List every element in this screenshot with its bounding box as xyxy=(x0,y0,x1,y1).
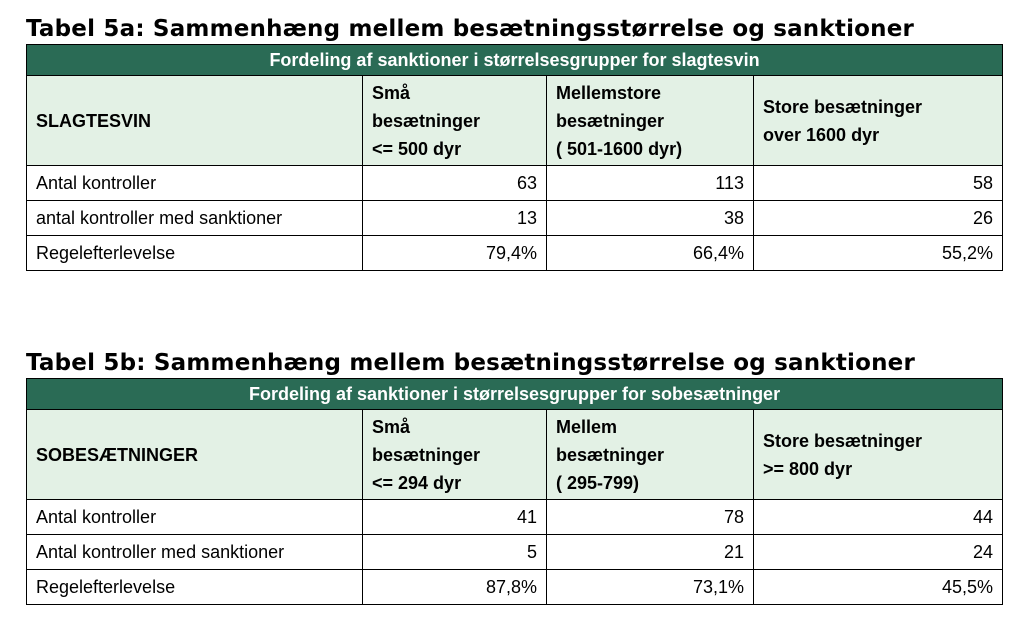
col-header-line: ( 295-799) xyxy=(556,472,640,493)
cell: 38 xyxy=(547,201,754,236)
col-header-line: besætninger xyxy=(556,110,665,131)
table-5a-banner: Fordeling af sanktioner i størrelsesgrupper for slagtesvin xyxy=(27,45,1003,76)
table-row xyxy=(27,500,1003,535)
cell: 58 xyxy=(754,166,1003,201)
cell: 21 xyxy=(547,535,754,570)
cell: 79,4% xyxy=(363,236,547,271)
cell: 73,1% xyxy=(547,570,754,605)
col-header-line: ( 501-1600 dyr) xyxy=(556,138,683,159)
table-5a-row-header: SLAGTESVIN xyxy=(27,76,363,166)
row-label: Regelefterlevelse xyxy=(27,236,363,271)
table-5b xyxy=(26,378,1003,605)
table-5b-block xyxy=(26,348,1002,605)
cell: 45,5% xyxy=(754,570,1003,605)
table-5b-col-header-1 xyxy=(363,410,547,500)
row-label: Antal kontroller med sanktioner xyxy=(27,535,363,570)
col-header-line: besætninger xyxy=(372,110,481,131)
col-header-line: over 1600 dyr xyxy=(763,124,880,145)
cell: 26 xyxy=(754,201,1003,236)
table-row xyxy=(27,201,1003,236)
table-5a-block xyxy=(26,14,1002,271)
col-header-line: Mellem xyxy=(556,416,618,437)
col-header-line: Små xyxy=(372,82,411,103)
row-label: antal kontroller med sanktioner xyxy=(27,201,363,236)
table-5a-col-header-1 xyxy=(363,76,547,166)
cell: 44 xyxy=(754,500,1003,535)
table-row xyxy=(27,535,1003,570)
table-5a-title: Tabel 5a: Sammenhæng mellem besætningsstørrelse og sanktioner xyxy=(26,16,915,42)
col-header-line: Små xyxy=(372,416,411,437)
cell: 66,4% xyxy=(547,236,754,271)
cell: 113 xyxy=(547,166,754,201)
table-5b-title: Tabel 5b: Sammenhæng mellem besætningsstørrelse og sanktioner xyxy=(26,350,916,376)
table-5b-col-header-2 xyxy=(547,410,754,500)
cell: 41 xyxy=(363,500,547,535)
col-header-line: besætninger xyxy=(372,444,481,465)
row-label: Regelefterlevelse xyxy=(27,570,363,605)
col-header-line: Store besætninger xyxy=(763,96,923,117)
table-5b-col-header-3 xyxy=(754,410,1003,500)
cell: 87,8% xyxy=(363,570,547,605)
cell: 5 xyxy=(363,535,547,570)
col-header-line: Store besætninger xyxy=(763,430,923,451)
cell: 63 xyxy=(363,166,547,201)
col-header-line: <= 500 dyr xyxy=(372,138,462,159)
table-5a-col-header-2 xyxy=(547,76,754,166)
col-header-line: >= 800 dyr xyxy=(763,458,853,479)
table-5a-col-header-3 xyxy=(754,76,1003,166)
cell: 24 xyxy=(754,535,1003,570)
cell: 78 xyxy=(547,500,754,535)
cell: 13 xyxy=(363,201,547,236)
col-header-line: <= 294 dyr xyxy=(372,472,462,493)
table-5b-row-header: SOBESÆTNINGER xyxy=(27,410,363,500)
table-row xyxy=(27,570,1003,605)
col-header-line: Mellemstore xyxy=(556,82,662,103)
table-5a xyxy=(26,44,1003,271)
row-label: Antal kontroller xyxy=(27,166,363,201)
table-row xyxy=(27,236,1003,271)
cell: 55,2% xyxy=(754,236,1003,271)
table-5b-banner: Fordeling af sanktioner i størrelsesgrupper for sobesætninger xyxy=(27,379,1003,410)
table-row xyxy=(27,166,1003,201)
row-label: Antal kontroller xyxy=(27,500,363,535)
col-header-line: besætninger xyxy=(556,444,665,465)
